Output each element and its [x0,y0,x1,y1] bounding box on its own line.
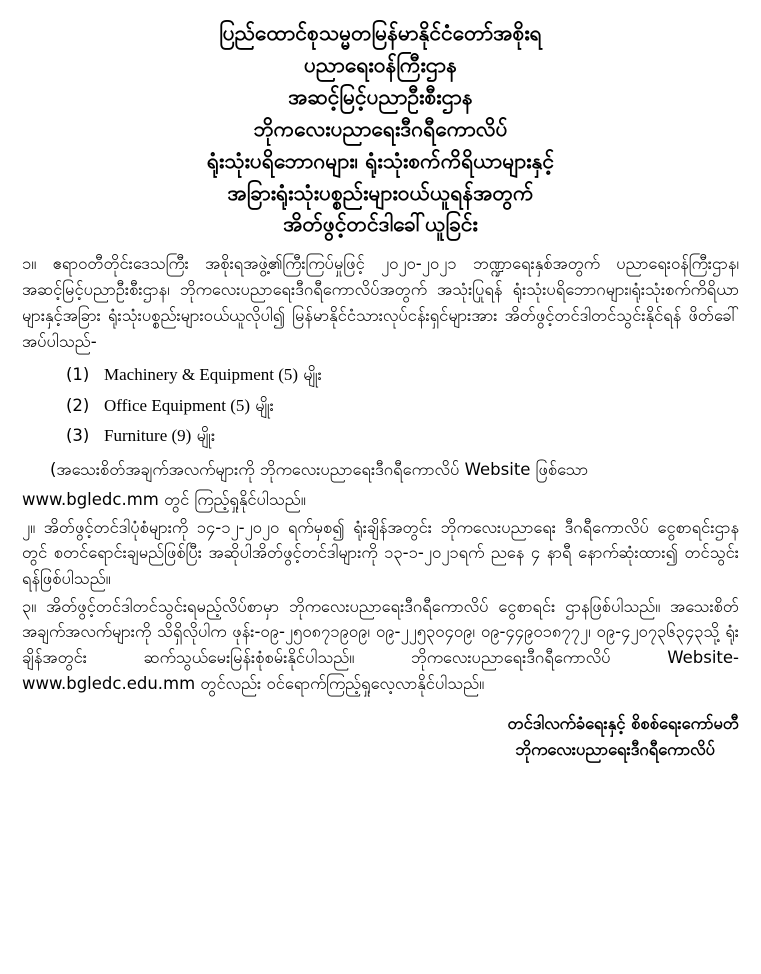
list-item [22,360,739,390]
document-header [22,18,739,241]
website-url: www.bgledc.mm တွင် ကြည့်ရှုနိုင်ပါသည်။ [22,489,306,509]
list-item-number: (2) [66,395,90,415]
list-item-suffix: မျိုး [255,395,274,415]
header-line-1: ပြည်ထောင်စုသမ္မတမြန်မာနိုင်ငံတော်အစိုးရ [219,21,542,45]
list-item-label: Office Equipment (5) [104,395,251,415]
website-note [22,457,739,483]
header-line-3: အဆင့်မြင့်ပညာဦးစီးဌာန [288,84,473,109]
website-note-url-line [22,487,739,513]
header-line-7: အိတ်ဖွင့်တင်ဒါခေါ်ယူခြင်း [283,212,478,237]
paragraph-2: ၂။ အိတ်ဖွင့်တင်ဒါပုံစံများကို ၁၄-၁၂-၂၀၂၀ ရက်မှစ၍ ရုံးချိန်အတွင်း ဘိုကလေးပညာရေး ဒီဂရီကောလိပ် ငွေစာရင်းဌာနတွင် စတင်ရောင်းချမည်ဖြစ်ပြီး အဆိုပါအိတ်ဖွင့်တင်ဒါများကို ၁၃-၁-၂၀၂၁ရက် ညနေ ၄ နာရီ နောက်ဆုံးထား၍ တင်သွင်းရန်ဖြစ်ပါသည်။ [22,517,739,588]
header-line-2: ပညာရေးဝန်ကြီးဌာန [304,52,457,77]
document-body [22,251,739,764]
signature-block [22,711,739,764]
note-text: (အသေးစိတ်အချက်အလက်များကို ဘိုကလေးပညာရေးဒီဂရီကောလိပ် Website ဖြစ်သော [50,460,589,480]
paragraph-1: ၁။ ဧရာဝတီတိုင်းဒေသကြီး အစိုးရအဖွဲ့၏ကြီးကြပ်မှုဖြင့် ၂၀၂၀-၂၀၂၁ ဘဏ္ဍာရေးနှစ်အတွက် ပညာရေးဝန်ကြီးဌာန၊ အဆင့်မြင့်ပညာဦးစီးဌာန၊ ဘိုကလေးပညာရေးဒီဂရီကောလိပ်အတွက် အသုံးပြုရန် ရုံးသုံးပရိဘောဂများ၊ရုံးသုံးစက်ကိရိယာ များနှင့်အခြား ရုံးသုံးပစ္စည်းများဝယ်ယူလိုပါ၍ မြန်မာနိုင်ငံသားလုပ်ငန်းရှင်များအား အိတ်ဖွင့်တင်ဒါတင်သွင်းနိုင်ရန် ဖိတ်ခေါ်အပ်ပါသည်- [22,254,739,351]
header-line-4: ဘိုကလေးပညာရေးဒီဂရီကောလိပ် [253,116,508,141]
list-item-number: (3) [66,425,90,445]
header-line-6: အခြားရုံးသုံးပစ္စည်းများဝယ်ယူရန်အတွက် [227,180,534,205]
list-item-suffix: မျိုး [196,425,216,445]
header-line-5: ရုံးသုံးပရိဘောဂများ၊ ရုံးသုံးစက်ကိရိယာများနှင့် [206,148,555,173]
list-item-suffix: မျိုး [303,365,322,385]
signature-line-2: ဘိုကလေးပညာရေးဒီဂရီကောလိပ် [515,740,715,760]
list-item [22,391,739,421]
paragraph-3: ၃။ အိတ်ဖွင့်တင်ဒါတင်သွင်းရမည့်လိပ်စာမှာ ဘိုကလေးပညာရေးဒီဂရီကောလိပ် ငွေစာရင်း ဌာနဖြစ်ပါသည်။ အသေးစိတ်အချက်အလက်များကို သိရှိလိုပါက ဖုန်း-၀၉-၂၅၀၈၇၁၉၀၉၊ ၀၉-၂၂၅၃၀၄၀၉၊ ၀၉-၄၄၉၀၁၈၇၇၂၊ ၀၉-၄၂၀၇၃၆၃၄၃သို့ ရုံးချိန်အတွင်း ဆက်သွယ်မေးမြန်းစုံစမ်းနိုင်ပါသည်။ ဘိုကလေးပညာရေးဒီဂရီကောလိပ် Website-www.bgledc.edu.mm တွင်လည်း ဝင်ရောက်ကြည့်ရှုလေ့လာနိုင်ပါသည်။ [22,596,739,693]
list-item-number: (1) [66,365,90,385]
list-item [22,421,739,451]
list-item-label: Furniture (9) [104,425,192,445]
list-item-label: Machinery & Equipment (5) [104,365,299,385]
signature-line-1: တင်ဒါလက်ခံရေးနှင့် စိစစ်ရေးကော်မတီ [507,713,739,733]
tender-item-list [22,360,739,451]
